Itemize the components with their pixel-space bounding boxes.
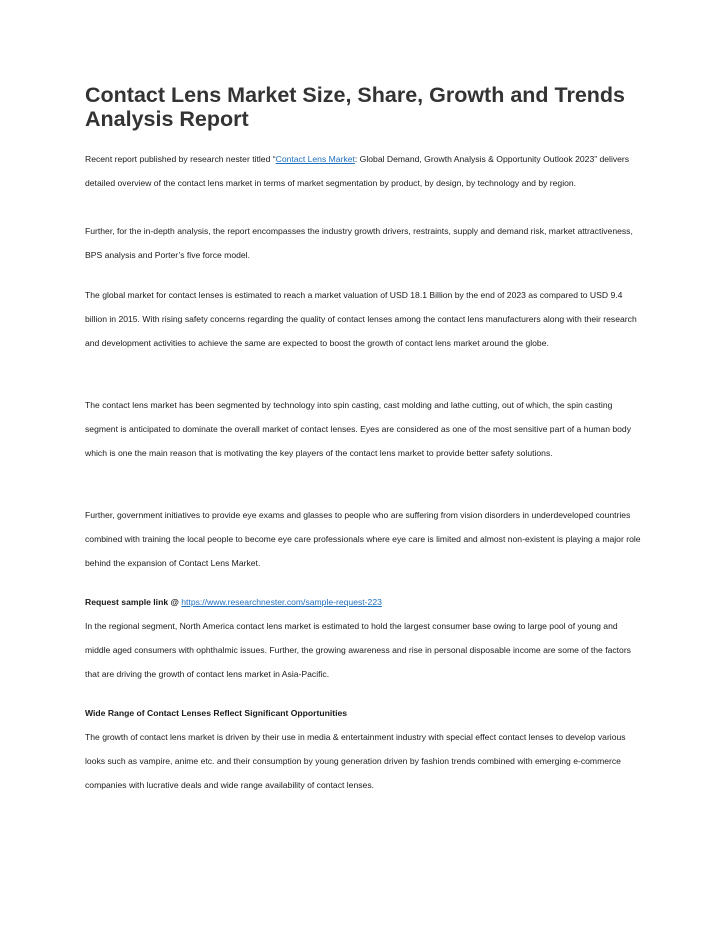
intro-text-after: : Global Demand, Growth Analysis & Opportunity Outlook 2023” delivers detailed overview of the contact lens market in terms of market segmentation by product, by design, by technology and by region.	[85, 154, 630, 188]
intro-text-before: Recent report published by research nester titled “	[85, 154, 276, 164]
segmentation-paragraph: The contact lens market has been segmented by technology into spin casting, cast molding and lathe cutting, out of which, the spin casting segment is anticipated to dominate the overall market of contact lenses. Eyes are considered as one of the most sensitive part of a human body which is one the main reason that is motivating the key players of the contact lens market to provide better safety solutions.	[85, 400, 632, 458]
section-heading: Wide Range of Contact Lenses Reflect Significant Opportunities	[85, 708, 348, 718]
market-valuation-paragraph: The global market for contact lenses is estimated to reach a market valuation of USD 18.1 Billion by the end of 2023 as compared to USD 9.4 billion in 2015. With rising safety concerns regarding the quality of contact lenses among the contact lens manufacturers along with their research and development activities to achieve the same are expected to boost the growth of contact lens market around the globe.	[85, 290, 637, 348]
sample-request-label: Request sample link @	[85, 597, 182, 607]
contact-lens-market-link[interactable]: Contact Lens Market	[275, 154, 355, 164]
sample-request-line	[85, 590, 645, 614]
intro-paragraph	[85, 147, 645, 195]
growth-paragraph: The growth of contact lens market is driven by their use in media & entertainment industry with special effect contact lenses to develop various looks such as vampire, anime etc. and their consumption by young generation driven by fashion trends combined with emerging e-commerce companies with lucrative deals and wide range availability of contact lenses.	[85, 732, 626, 790]
government-initiatives-paragraph: Further, government initiatives to provide eye exams and glasses to people who are suffering from vision disorders in underdeveloped countries combined with training the local people to become eye care professionals where eye care is limited and almost non-existent is playing a major role behind the expansion of Contact Lens Market.	[85, 510, 641, 568]
regional-paragraph: In the regional segment, North America contact lens market is estimated to hold the largest consumer base owing to large pool of young and middle aged consumers with ophthalmic issues. Further, the growing awareness and rise in personal disposable income are some of the factors that are driving the growth of contact lens market in Asia-Pacific.	[85, 621, 631, 679]
analysis-paragraph: Further, for the in-depth analysis, the report encompasses the industry growth drivers, restraints, supply and demand risk, market attractiveness, BPS analysis and Porter’s five force model.	[85, 226, 633, 260]
page-title: Contact Lens Market Size, Share, Growth and Trends Analysis Report	[85, 83, 626, 131]
sample-request-link[interactable]: https://www.researchnester.com/sample-request-223	[181, 597, 382, 607]
